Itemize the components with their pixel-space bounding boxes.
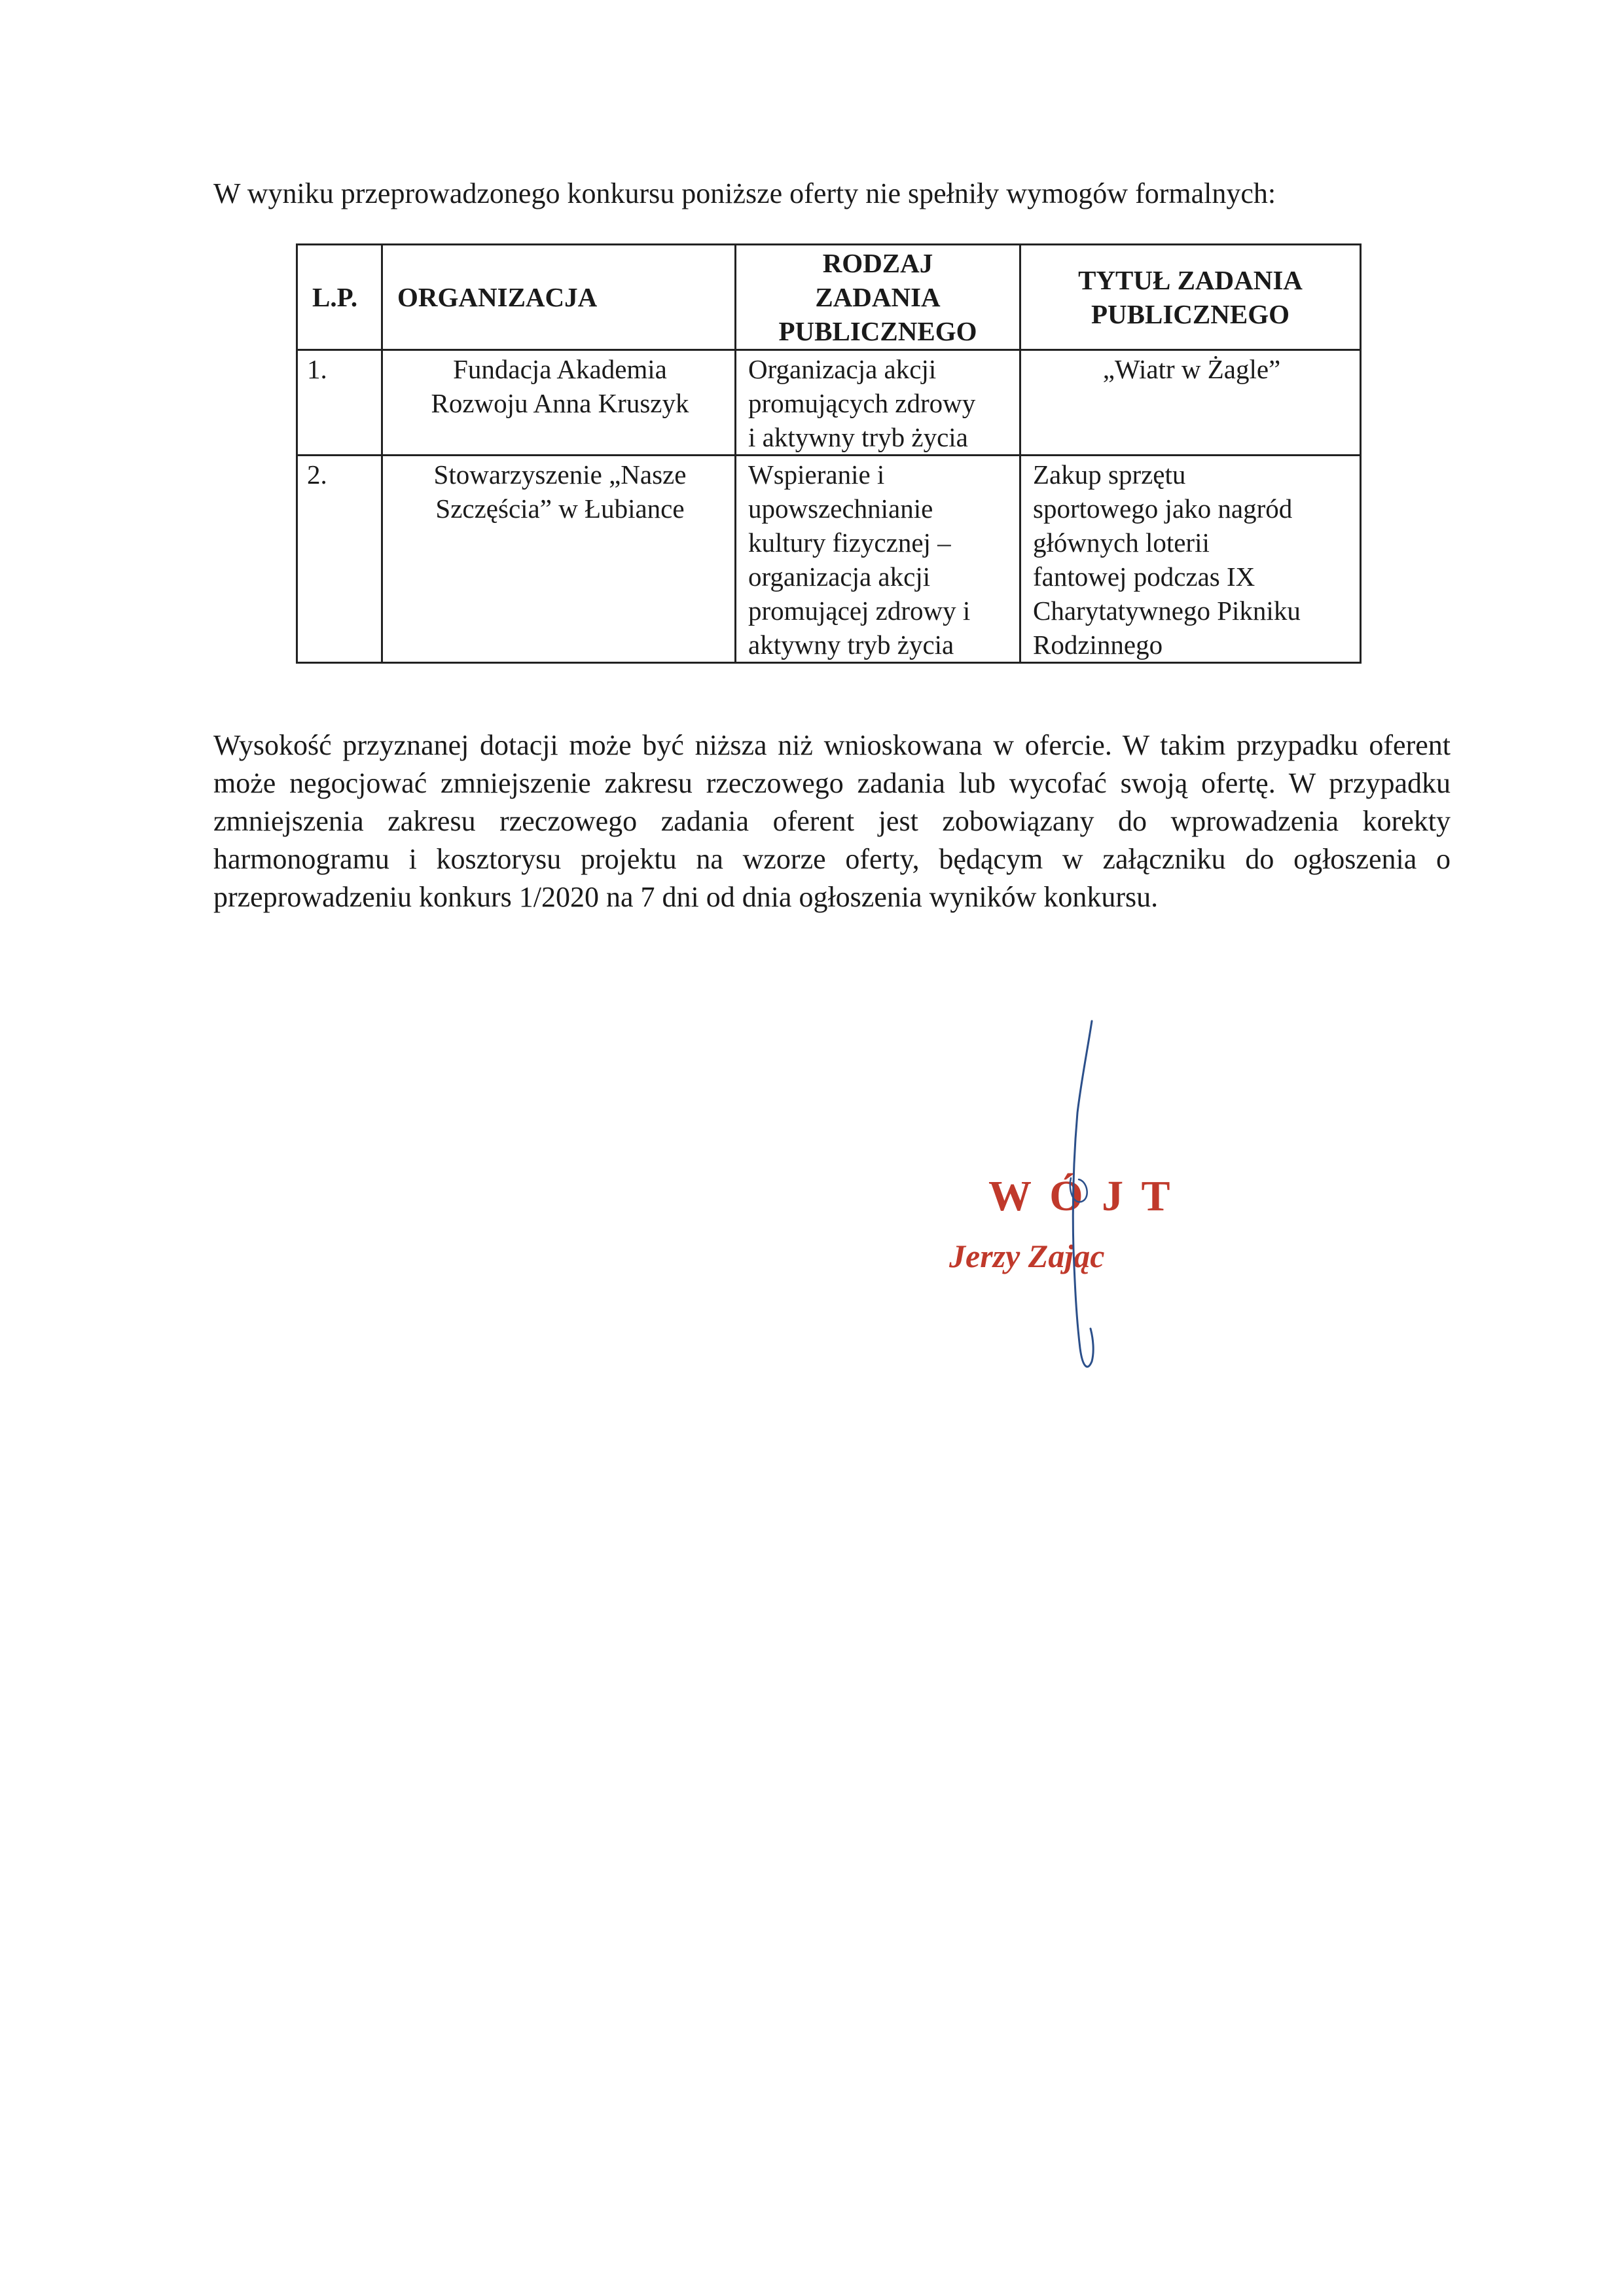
cell-lp: 2. <box>297 456 382 663</box>
cell-line: kultury fizycznej – <box>748 528 951 558</box>
header-rodzaj-line: RODZAJ <box>822 248 933 278</box>
body-paragraph: Wysokość przyznanej dotacji może być niższa niż wnioskowana w ofercie. W takim przypadku oferent może negocjować zmniejszenie zakresu rzeczowego zadania lub wycofać swoją ofertę. W przypadku zmniejszenia zakresu rzeczowego zadania oferent jest zobowiązany do wprowadzenia korekty harmonogramu i kosztorysu projektu na wzorze oferty, będącym w załączniku do ogłoszenia o przeprowadzeniu konkurs 1/2020 na 7 dni od dnia ogłoszenia wyników konkursu. <box>213 729 1451 913</box>
cell-line: Fundacja Akademia <box>453 354 667 384</box>
cell-line: „Wiatr w Żagle” <box>1102 354 1281 384</box>
cell-line: Rozwoju Anna Kruszyk <box>431 388 689 418</box>
header-organizacja: ORGANIZACJA <box>382 245 736 350</box>
table-row <box>297 350 1361 456</box>
cell-organizacja <box>382 350 736 456</box>
header-rodzaj-line: PUBLICZNEGO <box>778 316 977 346</box>
cell-lp: 1. <box>297 350 382 456</box>
cell-line: Wspieranie i <box>748 459 885 490</box>
cell-line: promującej zdrowy i <box>748 596 971 626</box>
table-header-row <box>297 245 1361 350</box>
cell-line: upowszechnianie <box>748 493 933 524</box>
header-tytul-line: TYTUŁ ZADANIA <box>1078 265 1303 295</box>
offers-table <box>296 243 1362 664</box>
cell-line: Rodzinnego <box>1033 630 1163 660</box>
cell-organizacja <box>382 456 736 663</box>
cell-line: Stowarzyszenie „Nasze <box>433 459 687 490</box>
cell-line: i aktywny tryb życia <box>748 422 968 452</box>
cell-line: Zakup sprzętu <box>1033 459 1186 490</box>
cell-line: Charytatywnego Pikniku <box>1033 596 1301 626</box>
cell-line: organizacja akcji <box>748 562 931 592</box>
header-tytul-line: PUBLICZNEGO <box>1091 299 1290 329</box>
cell-line: fantowej podczas IX <box>1033 562 1255 592</box>
cell-rodzaj <box>736 350 1020 456</box>
cell-line: promujących zdrowy <box>748 388 976 418</box>
cell-tytul <box>1020 456 1361 663</box>
cell-line: Organizacja akcji <box>748 354 937 384</box>
cell-line: głównych loterii <box>1033 528 1210 558</box>
cell-line: Szczęścia” w Łubiance <box>435 493 685 524</box>
cell-line: sportowego jako nagród <box>1033 493 1293 524</box>
header-lp: L.P. <box>297 245 382 350</box>
signature-block <box>916 1008 1283 1401</box>
header-tytul <box>1020 245 1361 350</box>
intro-text: W wyniku przeprowadzonego konkursu poniższe oferty nie spełniły wymogów formalnych: <box>213 177 1276 209</box>
table-row <box>297 456 1361 663</box>
stamp-title: W Ó J T <box>988 1172 1174 1220</box>
header-rodzaj-line: ZADANIA <box>815 282 941 312</box>
signature-scribble <box>916 1008 1283 1401</box>
cell-rodzaj <box>736 456 1020 663</box>
stamp-name: Jerzy Zając <box>949 1238 1105 1274</box>
cell-line: aktywny tryb życia <box>748 630 954 660</box>
header-rodzaj <box>736 245 1020 350</box>
cell-tytul <box>1020 350 1361 456</box>
